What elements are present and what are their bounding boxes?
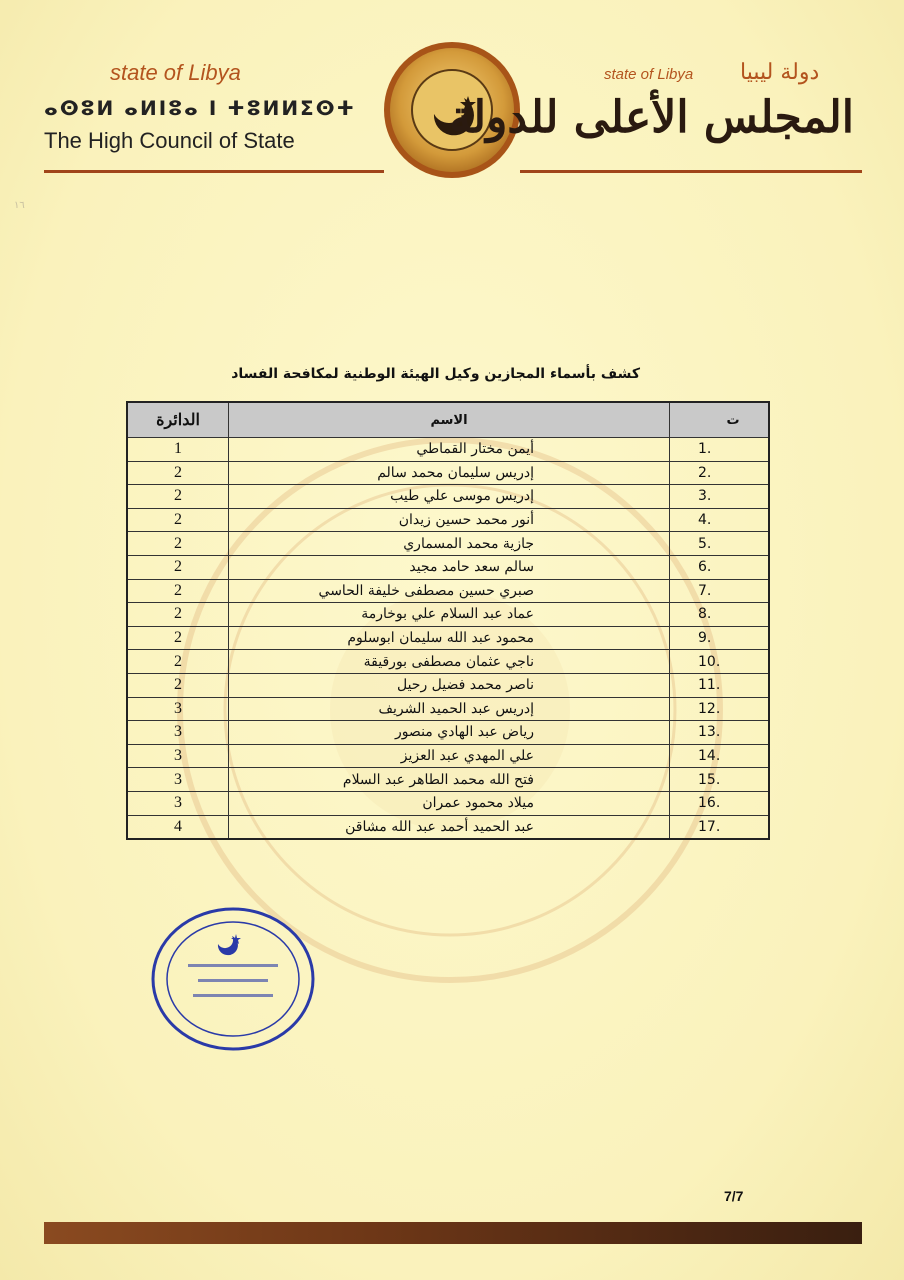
- table-row: [127, 673, 769, 697]
- cell-name: ناصر محمد فضيل رحيل: [229, 673, 670, 697]
- cell-district: 2: [127, 603, 229, 627]
- col-header-number: ت: [670, 402, 770, 438]
- cell-name: عبد الحميد أحمد عبد الله مشاقن: [229, 815, 670, 839]
- cell-name: أنور محمد حسين زيدان: [229, 508, 670, 532]
- cell-number: 5.: [670, 532, 770, 556]
- cell-district: 2: [127, 650, 229, 674]
- table-row: [127, 603, 769, 627]
- header-tifinagh: ⴰⵙⵓⵍ ⴰⵍⵏⵓⴰ ⵏ ⵜⵓⵍⵍⵉⵙⵜ: [44, 96, 357, 120]
- cell-district: 3: [127, 768, 229, 792]
- header-state-en: state of Libya: [110, 60, 241, 85]
- cell-number: 7.: [670, 579, 770, 603]
- cell-number: 4.: [670, 508, 770, 532]
- cell-district: 3: [127, 721, 229, 745]
- table-row: [127, 744, 769, 768]
- table-row: [127, 555, 769, 579]
- table-row: [127, 461, 769, 485]
- col-header-district: الدائرة: [127, 402, 229, 438]
- cell-name: أيمن مختار القماطي: [229, 438, 670, 462]
- cell-district: 3: [127, 697, 229, 721]
- cell-district: 3: [127, 744, 229, 768]
- cell-number: 17.: [670, 815, 770, 839]
- cell-number: 12.: [670, 697, 770, 721]
- cell-name: رياض عبد الهادي منصور: [229, 721, 670, 745]
- cell-number: 9.: [670, 626, 770, 650]
- cell-number: 3.: [670, 485, 770, 509]
- cell-district: 2: [127, 485, 229, 509]
- header-divider-right: [520, 170, 862, 173]
- header-council-en: The High Council of State: [44, 128, 295, 153]
- cell-number: 14.: [670, 744, 770, 768]
- cell-district: 2: [127, 532, 229, 556]
- cell-number: 10.: [670, 650, 770, 674]
- table-row: [127, 768, 769, 792]
- cell-name: إدريس موسى علي طيب: [229, 485, 670, 509]
- table-row: [127, 508, 769, 532]
- col-header-name: الاسم: [229, 402, 670, 438]
- cell-district: 2: [127, 508, 229, 532]
- cell-number: 16.: [670, 791, 770, 815]
- table-row: [127, 815, 769, 839]
- document-title: كشف بأسماء المجازين وكيل الهيئة الوطنية لمكافحة الفساد: [231, 366, 640, 382]
- cell-number: 1.: [670, 438, 770, 462]
- table-row: [127, 626, 769, 650]
- cell-district: 2: [127, 461, 229, 485]
- footer-bar: [44, 1222, 862, 1244]
- cell-number: 6.: [670, 555, 770, 579]
- margin-mark: ١٦: [14, 200, 25, 211]
- table-row: [127, 532, 769, 556]
- cell-number: 8.: [670, 603, 770, 627]
- cell-name: عماد عبد السلام علي بوخارمة: [229, 603, 670, 627]
- header-divider-left: [44, 170, 384, 173]
- cell-name: ميلاد محمود عمران: [229, 791, 670, 815]
- header-state-ar: دولة ليبيا: [740, 60, 820, 85]
- cell-name: صبري حسين مصطفى خليفة الحاسي: [229, 579, 670, 603]
- cell-number: 2.: [670, 461, 770, 485]
- official-stamp: [148, 904, 318, 1054]
- cell-number: 11.: [670, 673, 770, 697]
- header-state-en-right: state of Libya: [604, 66, 694, 83]
- table-header-row: [127, 402, 769, 438]
- cell-district: 2: [127, 626, 229, 650]
- table-row: [127, 438, 769, 462]
- cell-name: ناجي عثمان مصطفى بورقيقة: [229, 650, 670, 674]
- cell-number: 15.: [670, 768, 770, 792]
- cell-name: محمود عبد الله سليمان ابوسلوم: [229, 626, 670, 650]
- cell-name: جازية محمد المسماري: [229, 532, 670, 556]
- cell-district: 1: [127, 438, 229, 462]
- cell-district: 2: [127, 579, 229, 603]
- table-row: [127, 791, 769, 815]
- cell-number: 13.: [670, 721, 770, 745]
- table-row: [127, 650, 769, 674]
- cell-name: سالم سعد حامد مجيد: [229, 555, 670, 579]
- cell-district: 3: [127, 791, 229, 815]
- table-row: [127, 721, 769, 745]
- cell-name: فتح الله محمد الطاهر عبد السلام: [229, 768, 670, 792]
- cell-name: علي المهدي عبد العزيز: [229, 744, 670, 768]
- cell-district: 2: [127, 673, 229, 697]
- page-number: 7/7: [724, 1188, 744, 1204]
- table-row: [127, 579, 769, 603]
- table-row: [127, 485, 769, 509]
- cell-name: إدريس سليمان محمد سالم: [229, 461, 670, 485]
- table-row: [127, 697, 769, 721]
- cell-district: 4: [127, 815, 229, 839]
- names-table: [126, 401, 770, 840]
- header-council-ar: المجلس الأعلى للدولة: [449, 92, 854, 143]
- cell-district: 2: [127, 555, 229, 579]
- cell-name: إدريس عبد الحميد الشريف: [229, 697, 670, 721]
